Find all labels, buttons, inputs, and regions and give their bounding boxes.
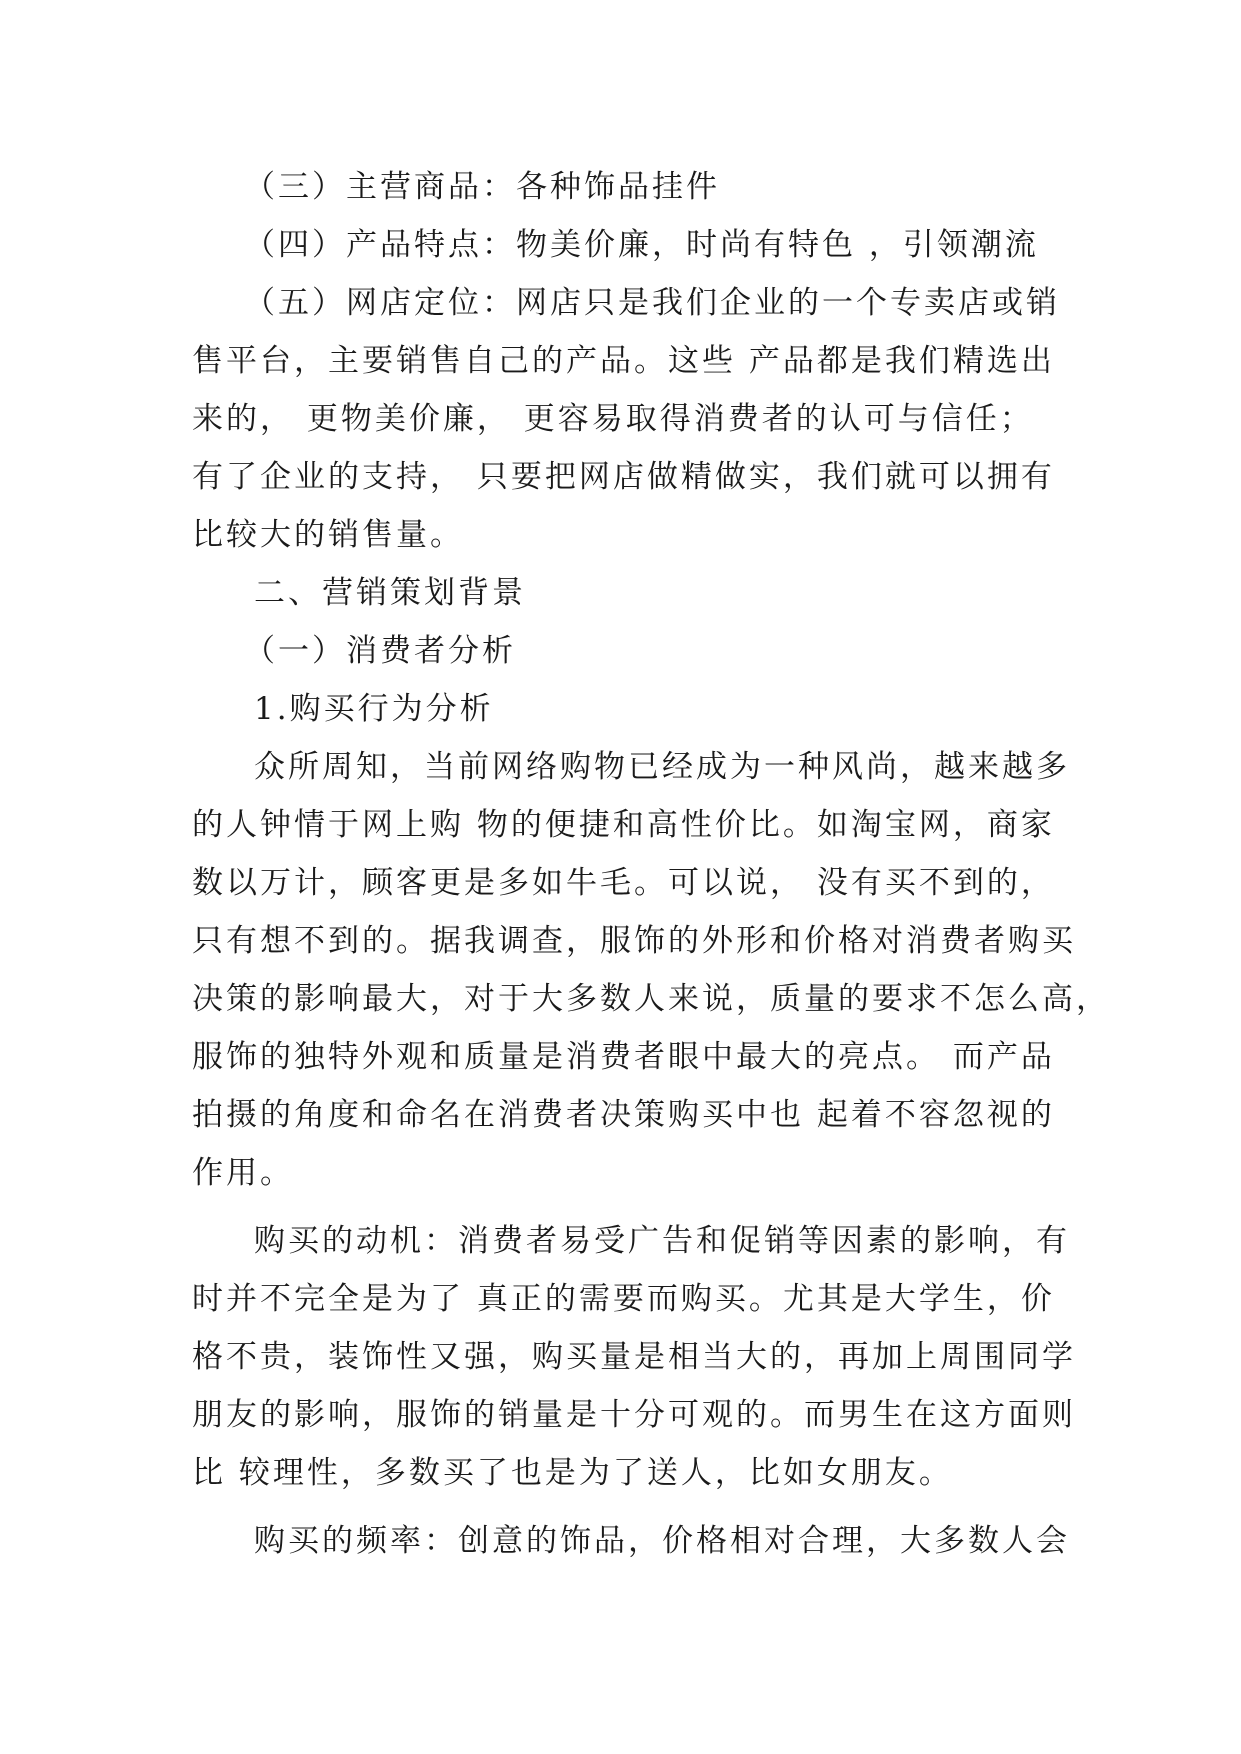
text-line: 购买的频率：创意的饰品，价格相对合理，大多数人会 — [254, 1523, 1070, 1559]
text-line: 服饰的独特外观和质量是消费者眼中最大的亮点。 而产品 — [192, 1039, 1055, 1075]
text-line: 时并不完全是为了 真正的需要而购买。尤其是大学生，价 — [192, 1281, 1055, 1317]
subsection-heading: 1.购买行为分析 — [254, 691, 494, 727]
document-body — [192, 158, 1110, 1570]
text-line: 众所周知，当前网络购物已经成为一种风尚，越来越多 — [254, 749, 1070, 785]
text-line: 作用。 — [192, 1155, 294, 1191]
text-line: 拍摄的角度和命名在消费者决策购买中也 起着不容忽视的 — [192, 1097, 1055, 1133]
text-line: 只有想不到的。据我调查，服饰的外形和价格对消费者购买 — [192, 923, 1076, 959]
text-line: 决策的影响最大，对于大多数人来说，质量的要求不怎么高， — [192, 981, 1110, 1017]
text-line: 比 较理性，多数买了也是为了送人，比如女朋友。 — [192, 1455, 953, 1491]
subsection-heading: （一）消费者分析 — [244, 633, 516, 669]
text-line: 有了企业的支持， 只要把网店做精做实，我们就可以拥有 — [192, 459, 1055, 495]
text-line: （五）网店定位：网店只是我们企业的一个专卖店或销 — [244, 285, 1060, 321]
text-line: 购买的动机：消费者易受广告和促销等因素的影响，有 — [254, 1223, 1070, 1259]
section-heading: 二、营销策划背景 — [254, 575, 526, 611]
text-line: 朋友的影响，服饰的销量是十分可观的。而男生在这方面则 — [192, 1397, 1076, 1433]
text-line: 比较大的销售量。 — [192, 517, 464, 553]
text-line: （三）主营商品：各种饰品挂件 — [244, 169, 720, 205]
text-line: 格不贵，装饰性又强，购买量是相当大的，再加上周围同学 — [192, 1339, 1076, 1375]
text-line: 的人钟情于网上购 物的便捷和高性价比。如淘宝网，商家 — [192, 807, 1055, 843]
text-line: （四）产品特点：物美价廉，时尚有特色 ，引领潮流 — [244, 227, 1039, 263]
text-line: 数以万计，顾客更是多如牛毛。可以说， 没有买不到的， — [192, 865, 1055, 901]
text-line: 售平台，主要销售自己的产品。这些 产品都是我们精选出 — [192, 343, 1055, 379]
text-line: 来的， 更物美价廉， 更容易取得消费者的认可与信任； — [192, 401, 1034, 437]
